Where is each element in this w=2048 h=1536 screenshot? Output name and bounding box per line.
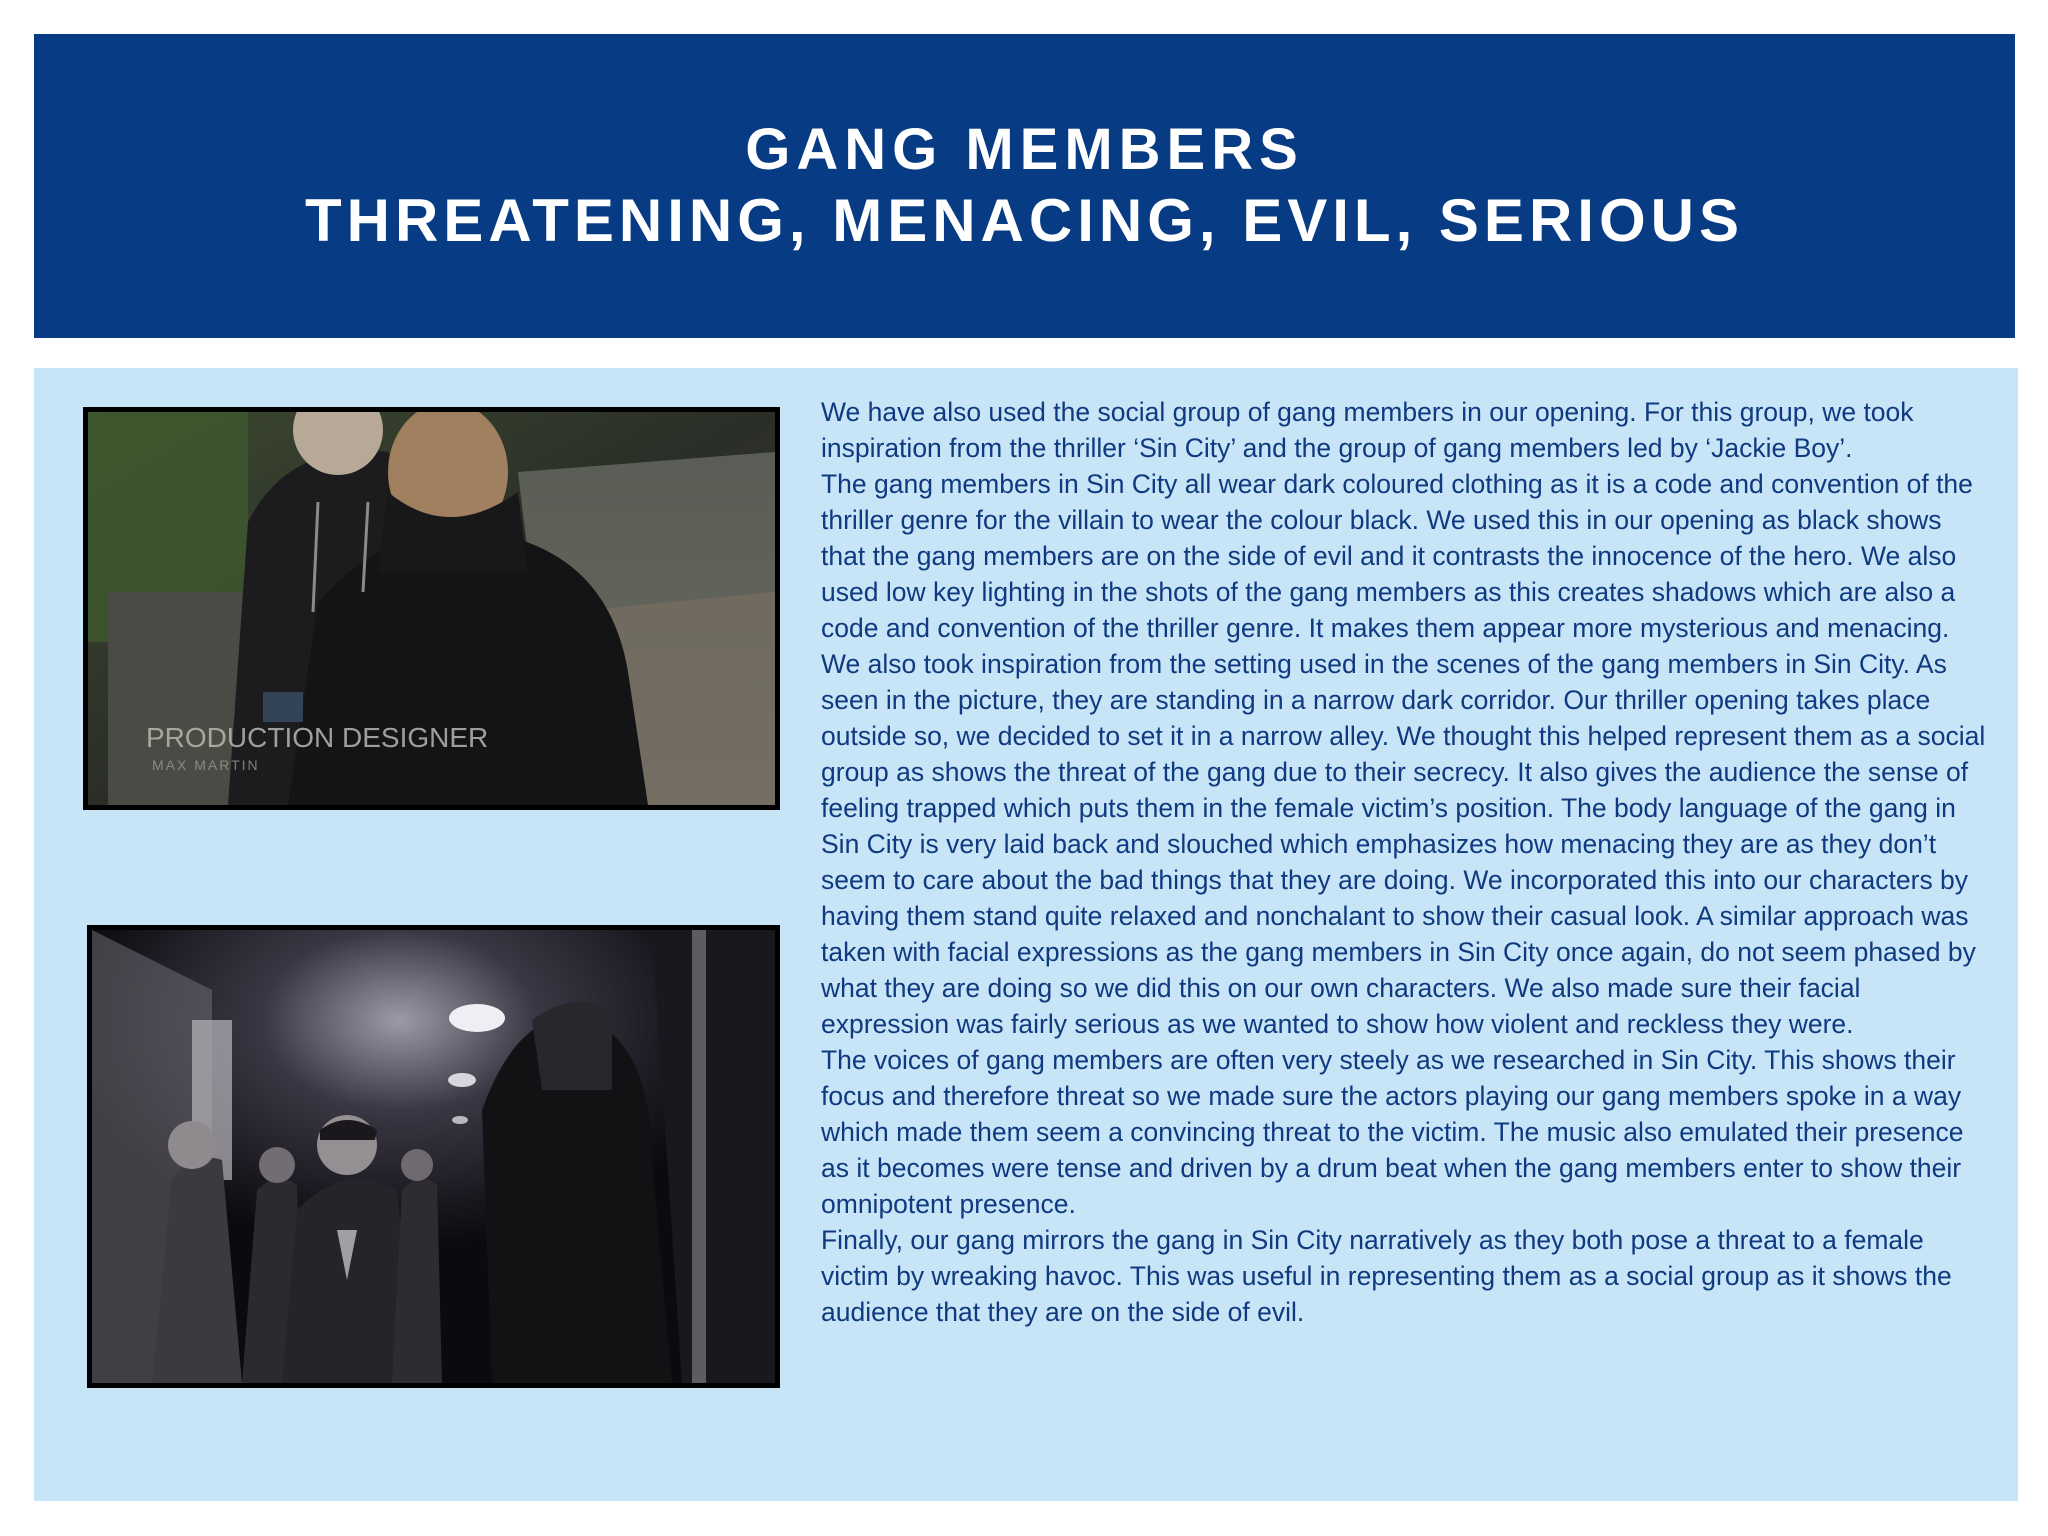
image1-caption: PRODUCTION DESIGNER bbox=[146, 722, 489, 753]
content-panel bbox=[34, 368, 2018, 1501]
slide-title: GANG MEMBERS bbox=[745, 117, 1304, 183]
paragraph: We have also used the social group of gang members in our opening. For this group, we took inspiration from the thriller ‘Sin City’ and the group of gang members led by ‘Jackie Boy’. bbox=[821, 397, 1914, 463]
body-text bbox=[821, 394, 1993, 1330]
paragraph: The voices of gang members are often very steely as we researched in Sin City. This shows their focus and therefore threat so we made sure the actors playing our gang members spoke in a way which made them seem a convincing threat to the victim. The music also emulated their presence as it becomes were tense and driven by a drum beat when the gang members enter to show their omnipotent presence. bbox=[821, 1045, 1964, 1219]
paragraph: Finally, our gang mirrors the gang in Sin City narratively as they both pose a threat to a female victim by wreaking havoc. This was useful in representing them as a social group as it shows the audience that they are on the side of evil. bbox=[821, 1225, 1952, 1327]
slide-subtitle: THREATENING, MENACING, EVIL, SERIOUS bbox=[305, 186, 1744, 254]
corridor-still-drawing bbox=[92, 930, 775, 1383]
alley-still-drawing bbox=[88, 412, 775, 805]
corridor-still-image bbox=[87, 925, 780, 1388]
paragraph: We also took inspiration from the setting used in the scenes of the gang members in Sin City. As seen in the picture, they are standing in a narrow dark corridor. Our thriller opening takes place outside so, we decided to set it in a narrow alley. We thought this helped represent them as a social group as shows the threat of the gang due to their secrecy. It also gives the audience the sense of feeling trapped which puts them in the female victim’s position. The body language of the gang in Sin City is very laid back and slouched which emphasizes how menacing they are as they don’t seem to care about the bad things that they are doing. We incorporated this into our characters by having them stand quite relaxed and nonchalant to show their casual look. A similar approach was taken with facial expressions as the gang members in Sin City once again, do not seem phased by what they are doing so we did this on our own characters. We also made sure their facial expression was fairly serious as we wanted to show how violent and reckless they were. bbox=[821, 649, 1986, 1039]
alley-still-image bbox=[83, 407, 780, 810]
title-band bbox=[34, 34, 2015, 338]
paragraph: The gang members in Sin City all wear dark coloured clothing as it is a code and convention of the thriller genre for the villain to wear the colour black. We used this in our opening as black shows that the gang members are on the side of evil and it contrasts the innocence of the hero. We also used low key lighting in the shots of the gang members as this creates shadows which are also a code and convention of the thriller genre. It makes them appear more mysterious and menacing. bbox=[821, 469, 1973, 643]
image1-credit: MAX MARTIN bbox=[152, 757, 260, 773]
